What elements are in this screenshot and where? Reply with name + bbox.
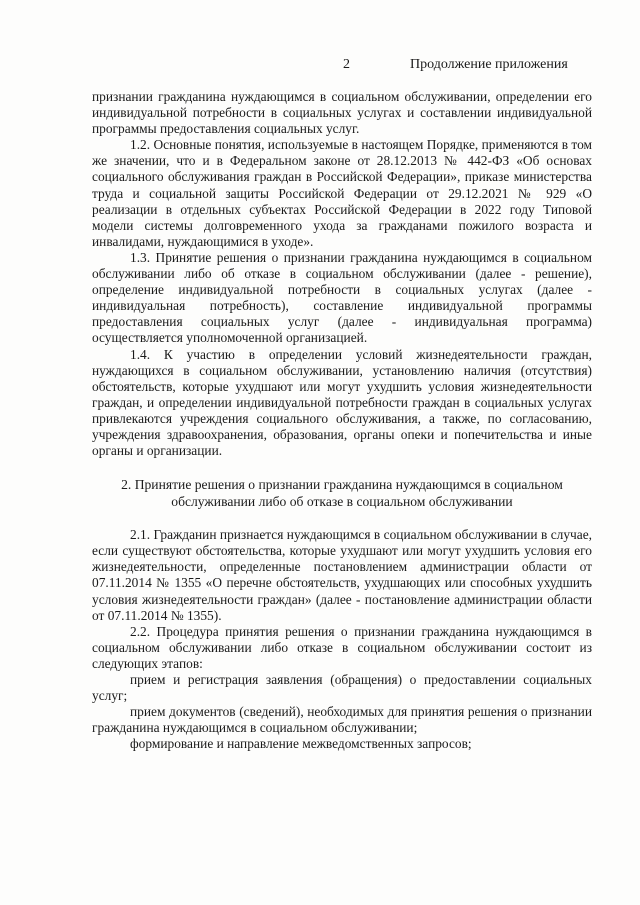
stage-item: формирование и направление межведомственных запросов; [130,736,472,752]
paragraph-1-4: 1.4. К участию в определении условий жизнедеятельности граждан, нуждающихся в социальном обслуживании, установлению наличия (отсутствия) обстоятельств, которые ухудшают или могут ухудшить условия жизнедеятельности граждан, и определении индивидуальной потребности граждан в социальных услугах привлекаются учреждения социального обслуживания, а также, по согласованию, учреждения здравоохранения, образования, органы опеки и попечительства и иные органы и организации. [92,346,592,459]
paragraph-1-3: 1.3. Принятие решения о признании гражданина нуждающимся в социальном обслуживании либо об отказе в социальном обслуживании (далее - решение), определение индивидуальной потребности в социальных услугах (далее - индивидуальная потребность), составление индивидуальной программы предоставления социальных услуг (далее - индивидуальная программа) осуществляется уполномоченной организацией. [92,249,592,346]
continuation-label: Продолжение приложения [410,57,568,72]
section-2-heading [92,476,592,510]
paragraph-1-2: 1.2. Основные понятия, используемые в настоящем Порядке, применяются в том же значении, что и в Федеральном законе от 28.12.2013 № 442-ФЗ «Об основах социального обслуживания граждан в Российской Федерации», приказе министерства труда и социальной защиты Российской Федерации от 29.12.2021 № 929 «О реализации в отдельных субъектах Российской Федерации в 2022 году Типовой модели системы долговременного ухода за гражданами пожилого возраста и инвалидами, нуждающимися в уходе». [92,137,592,249]
paragraph-2-2: 2.2. Процедура принятия решения о признании гражданина нуждающимся в социальном обслуживании либо отказе в социальном обслуживании состоит из следующих этапов: [92,623,592,671]
section-2-heading-line-1: 2. Принятие решения о признании гражданина нуждающимся в социальном [121,477,563,493]
paragraph-1-1-continued: признании гражданина нуждающимся в социальном обслуживании, определении его индивидуальной потребности в социальных услугах и составлении индивидуальной программы предоставления социальных услуг. [92,89,592,137]
page-number: 2 [343,57,350,72]
paragraph-2-1: 2.1. Гражданин признается нуждающимся в социальном обслуживании в случае, если существуют обстоятельства, которые ухудшают или могут ухудшить условия его жизнедеятельности, определенные постановлением администрации области от 07.11.2014 № 1355 «О перечне обстоятельств, ухудшающих или способных ухудшить условия жизнедеятельности граждан» (далее - постановление администрации области от 07.11.2014 № 1355). [92,527,592,623]
section-2-heading-line-2: обслуживании либо об отказе в социальном обслуживании [171,494,513,510]
stage-item: прием и регистрация заявления (обращения) о предоставлении социальных услуг; [92,672,592,704]
stage-item: прием документов (сведений), необходимых для принятия решения о признании гражданина нуждающимся в социальном обслуживании; [92,704,592,736]
document-body [92,89,592,752]
